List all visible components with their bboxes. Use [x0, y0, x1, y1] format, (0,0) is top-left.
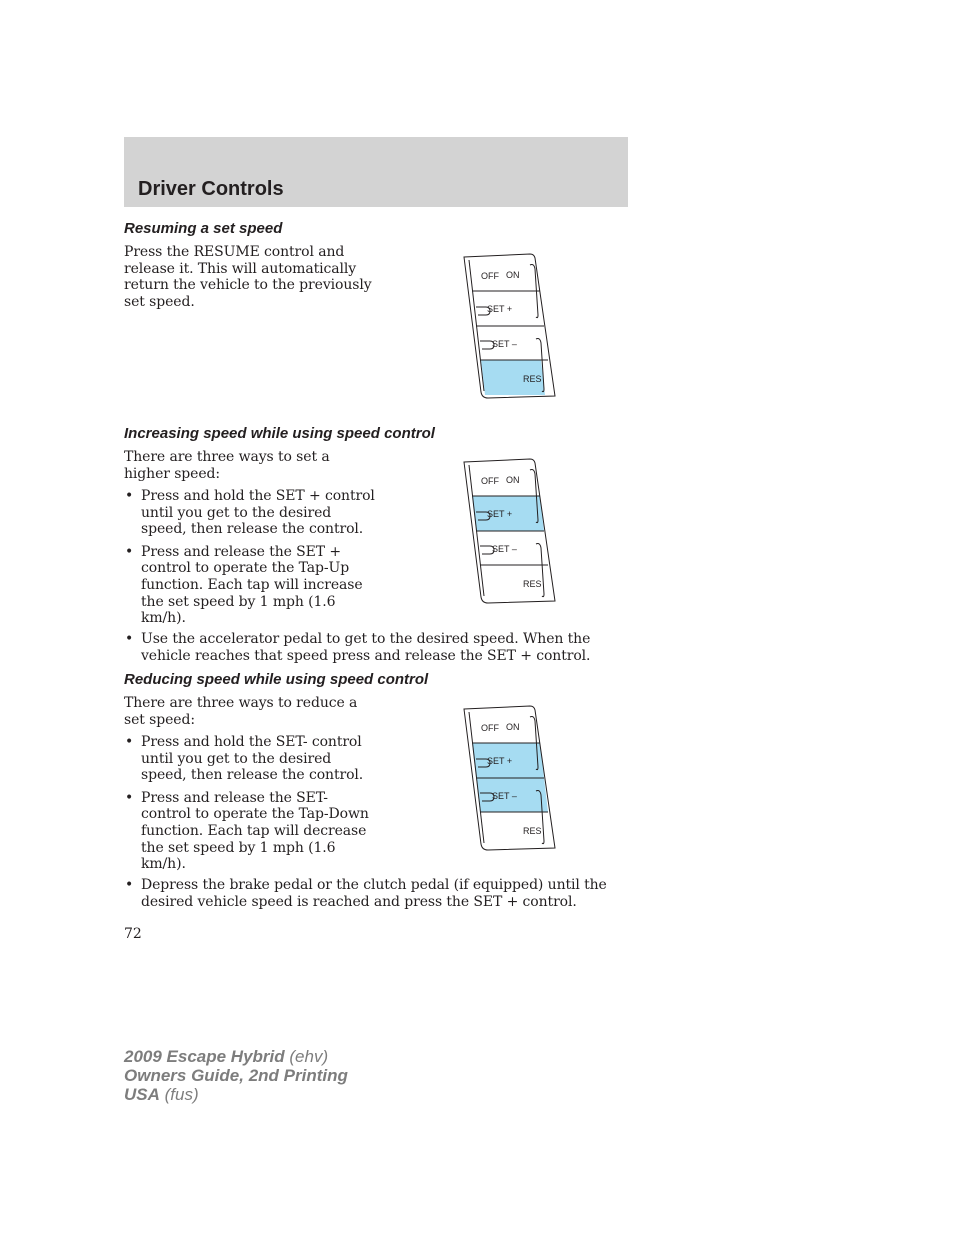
page-number: 72	[124, 926, 142, 942]
reducing-list	[124, 734, 372, 879]
footer-publication-info	[124, 1047, 348, 1104]
reducing-intro: There are three ways to reduce a set speed:	[124, 695, 358, 728]
diagram-label-set-minus: SET –	[492, 544, 517, 554]
subhead-resuming: Resuming a set speed	[124, 220, 283, 237]
footer-edition: Owners Guide, 2nd Printing	[124, 1066, 348, 1085]
diagram-label-off: OFF	[481, 723, 499, 733]
list-item: • Press and release the SET + control to operate the Tap-Up function. Each tap will increase the set speed by 1 mph (1.6 km/h).	[124, 544, 376, 627]
speed-control-diagram-resume	[460, 253, 560, 399]
header-band	[124, 137, 628, 207]
diagram-label-off: OFF	[481, 271, 499, 281]
footer-market: USA	[124, 1085, 160, 1104]
diagram-label-on: ON	[506, 475, 520, 485]
diagram-label-res: RES	[523, 579, 542, 589]
subhead-reducing: Reducing speed while using speed control	[124, 671, 429, 688]
diagram-label-on: ON	[506, 270, 520, 280]
list-item: • Press and release the SET- control to operate the Tap-Down function. Each tap will decrease the set speed by 1 mph (1.6 km/h).	[124, 790, 372, 873]
list-item: • Depress the brake pedal or the clutch pedal (if equipped) until the desired vehicle speed is reached and press the SET + control.	[124, 877, 614, 910]
speed-control-switch-icon	[460, 253, 560, 399]
speed-control-switch-icon	[460, 705, 560, 851]
subhead-increasing: Increasing speed while using speed control	[124, 425, 435, 442]
diagram-label-off: OFF	[481, 476, 499, 486]
speed-control-switch-icon	[460, 458, 560, 604]
increasing-list-wide	[124, 631, 604, 670]
speed-control-diagram-set-plus	[460, 458, 560, 604]
footer-market-code: (fus)	[159, 1085, 199, 1104]
list-item: • Use the accelerator pedal to get to the desired speed. When the vehicle reaches that speed press and release the SET + control.	[124, 631, 604, 664]
diagram-label-res: RES	[523, 826, 542, 836]
diagram-label-set-plus: SET +	[487, 304, 513, 314]
increasing-list	[124, 488, 376, 633]
footer-model: 2009 Escape Hybrid	[124, 1047, 285, 1066]
speed-control-diagram-set-minus	[460, 705, 560, 851]
footer-model-code: (ehv)	[284, 1047, 329, 1066]
page-title: Driver Controls	[138, 178, 284, 200]
diagram-label-set-minus: SET –	[492, 339, 517, 349]
diagram-label-res: RES	[523, 374, 542, 384]
list-item: • Press and hold the SET- control until you get to the desired speed, then release the control.	[124, 734, 372, 784]
list-item: • Press and hold the SET + control until you get to the desired speed, then release the control.	[124, 488, 376, 538]
increasing-intro: There are three ways to set a higher speed:	[124, 449, 330, 482]
diagram-label-set-plus: SET +	[487, 509, 513, 519]
diagram-label-on: ON	[506, 722, 520, 732]
reducing-list-wide	[124, 877, 614, 916]
diagram-label-set-plus: SET +	[487, 756, 513, 766]
resuming-text: Press the RESUME control and release it. This will automatically return the vehicle to the previously set speed.	[124, 244, 372, 310]
diagram-label-set-minus: SET –	[492, 791, 517, 801]
